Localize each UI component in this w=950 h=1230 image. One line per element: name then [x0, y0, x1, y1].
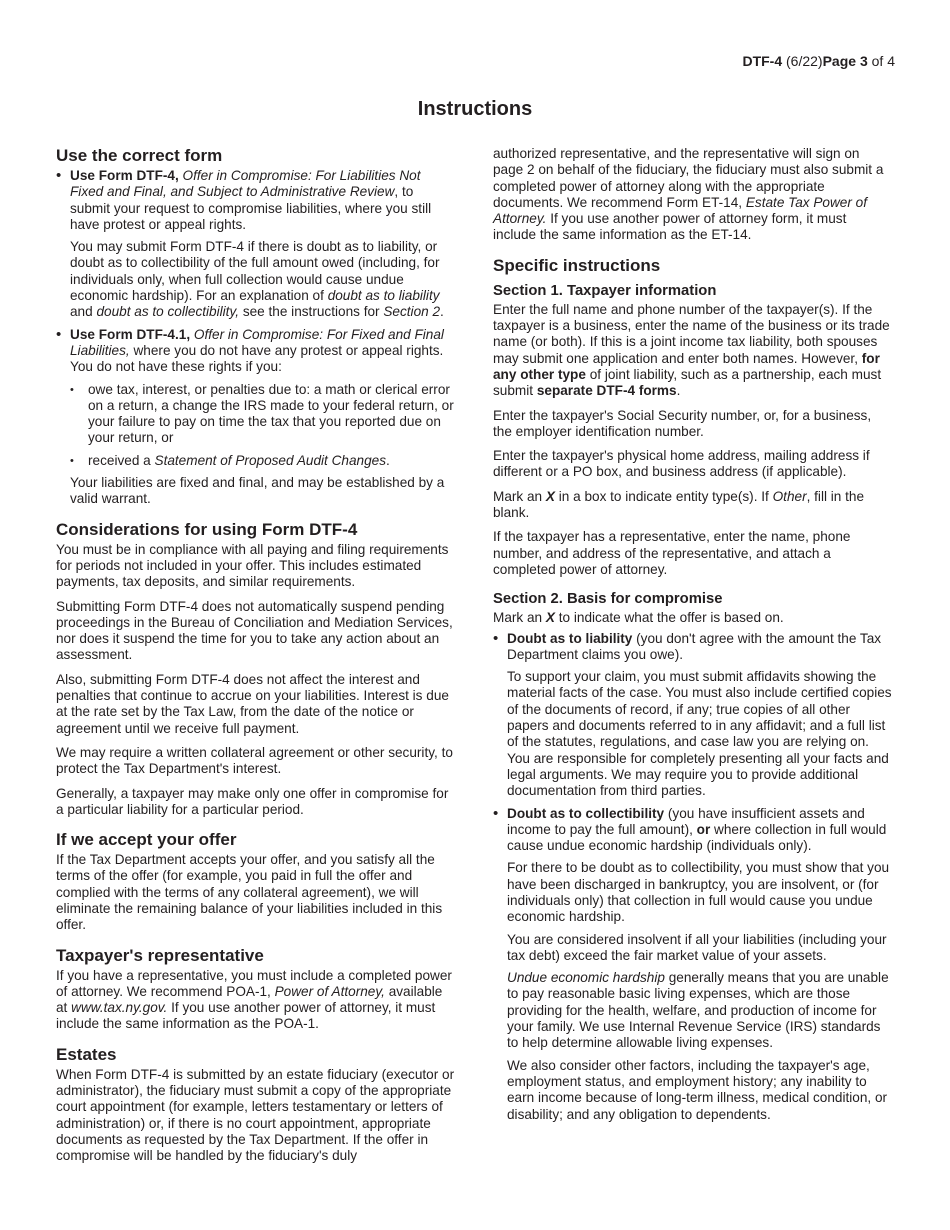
paragraph: When Form DTF-4 is submitted by an estate fiduciary (executor or administrator), the fiduciary must submit a copy of the appropriate court appointment (for example, letters testamentary or letters of administration) or, if there is no court appointment, appropriate documents as requested by the Tax Department. If the offer in compromise will be handled by the fiduciary's duly: [56, 1066, 455, 1164]
paragraph: Enter the full name and phone number of the taxpayer(s). If the taxpayer is a business, enter the name of the business or its trade name (or both). If this is a joint income tax liability, both spouses may submit one application and enter both names. However, for any other type of joint liability, such as a partnership, each must submit separate DTF-4 forms.: [493, 301, 890, 399]
heading-section-2: Section 2. Basis for compromise: [493, 591, 723, 608]
sub-list-item: • owe tax, interest, or penalties due to: a math or clerical error on a return, a change the IRS made to your federal return, or your failure to pay on time the tax that you reported due on your return, or: [56, 382, 456, 447]
heading-section-1: Section 1. Taxpayer information: [493, 282, 717, 299]
heading-accept-offer: If we accept your offer: [56, 830, 237, 850]
heading-use-correct-form: Use the correct form: [56, 146, 223, 165]
paragraph: Enter the taxpayer's Social Security number, or, for a business, the employer identification number.: [493, 407, 872, 439]
paragraph: Your liabilities are fixed and final, and may be established by a valid warrant.: [70, 475, 445, 507]
paragraph: Also, submitting Form DTF-4 does not affect the interest and penalties that continue to accrue on your liabilities. Interest is due at the rate set by the Tax Law, from the date of the notice or agreement until we receive full payment.: [56, 671, 449, 736]
list-item: • Doubt as to collectibility (you have insufficient assets and income to pay the full amount), or where collection in full would cause undue economic hardship (individuals only).: [493, 806, 893, 855]
heading-specific-instructions: Specific instructions: [493, 255, 661, 275]
list-item: • Use Form DTF-4.1, Offer in Compromise: For Fixed and Final Liabilities, where you do not have any protest or appeal rights. You do not have these rights if you:: [56, 327, 456, 376]
page-header: [742, 53, 895, 69]
paragraph: authorized representative, and the representative will sign on page 2 on behalf of the fiduciary, the fiduciary must also submit a completed power of attorney along with the appropriate documents. We recommend Form ET-14, Estate Tax Power of Attorney. If you use another power of attorney form, it must include the same information as the ET-14.: [493, 146, 884, 243]
paragraph: You are considered insolvent if all your liabilities (including your tax debt) exceed the fair market value of your assets.: [507, 931, 887, 963]
heading-considerations: Considerations for using Form DTF-4: [56, 519, 358, 539]
paragraph: Mark an X in a box to indicate entity type(s). If Other, fill in the blank.: [493, 488, 865, 521]
paragraph: For there to be doubt as to collectibility, you must show that you have been discharged in bankruptcy, you are insolvent, or (for individuals only) that collection in full would cause you undue economic hardship.: [507, 860, 890, 925]
page-number: 3: [859, 53, 868, 69]
page-label: Page: [822, 53, 857, 69]
heading-estates: Estates: [56, 1044, 117, 1064]
paragraph: Mark an X to indicate what the offer is based on.: [493, 610, 784, 626]
paragraph: Submitting Form DTF-4 does not automatically suspend pending proceedings in the Bureau of Conciliation and Mediation Services, nor does it suspend the time for you to take any action about an assessment.: [56, 598, 453, 663]
list-item: • Doubt as to liability (you don't agree with the amount the Tax Department claims you owe).: [493, 631, 893, 664]
paragraph: If the taxpayer has a representative, enter the name, phone number, and address of the representative, and attach a completed power of attorney.: [493, 529, 851, 577]
paragraph: You may submit Form DTF-4 if there is doubt as to liability, or doubt as to collectibility of the full amount owed (including, for individuals only, when full collection would cause undue economic hardship). For an explanation of doubt as to liability and doubt as to collectibility, see the instructions for Section 2.: [70, 239, 444, 320]
list-item: • Use Form DTF-4, Offer in Compromise: For Liabilities Not Fixed and Final, and Subject to Administrative Review, to submit your request to compromise liabilities, where you still have protest or appeal rights.: [56, 168, 456, 233]
paragraph: Generally, a taxpayer may make only one offer in compromise for a particular liability for a particular period.: [56, 785, 449, 817]
page-title: Instructions: [417, 98, 533, 120]
paragraph: We also consider other factors, including the taxpayer's age, employment status, and employment history; any inability to earn income because of long-term illness, medical condition, or disability; and any obligation to dependents.: [507, 1057, 888, 1122]
heading-representative: Taxpayer's representative: [56, 945, 264, 965]
sub-list-item: • received a Statement of Proposed Audit Changes.: [56, 453, 456, 469]
left-column: [56, 146, 456, 1173]
paragraph: You must be in compliance with all paying and filing requirements for periods not included in your offer. This includes estimated payments, tax deposits, and similar requirements.: [56, 541, 449, 590]
paragraph: If you have a representative, you must include a completed power of attorney. We recommend POA-1, Power of Attorney, available at www.tax.ny.gov. If you use another power of attorney, it must include the same information as the POA-1.: [56, 967, 452, 1032]
right-column: [493, 146, 893, 1129]
paragraph: Enter the taxpayer's physical home address, mailing address if different or a PO box, and business address (if applicable).: [493, 448, 870, 480]
form-revision: (6/22): [786, 53, 823, 69]
form-number: DTF-4: [742, 53, 783, 69]
page-total: of 4: [871, 53, 895, 69]
paragraph: We may require a written collateral agreement or other security, to protect the Tax Department's interest.: [56, 744, 453, 777]
paragraph: To support your claim, you must submit affidavits showing the material facts of the case. You must also include certified copies of the documents of record, if any; true copies of all other papers and documents referred to in any affidavit; and a full list of the statutes, regulations, and case law you are relying on. You are responsible for completely presenting all your facts and legal arguments. We may require you to provide additional documentation from third parties.: [507, 669, 892, 799]
paragraph: If the Tax Department accepts your offer, and you satisfy all the terms of the offer (for example, you paid in full the offer and complied with the terms of any collateral agreement), we will eliminate the remaining balance of your liabilities included in this offer.: [56, 852, 443, 933]
paragraph: Undue economic hardship generally means that you are unable to pay reasonable basic living expenses, which are those providing for the health, welfare, and production of income for your family. We use Internal Revenue Service (IRS) standards to help determine allowable living expenses.: [507, 970, 889, 1051]
